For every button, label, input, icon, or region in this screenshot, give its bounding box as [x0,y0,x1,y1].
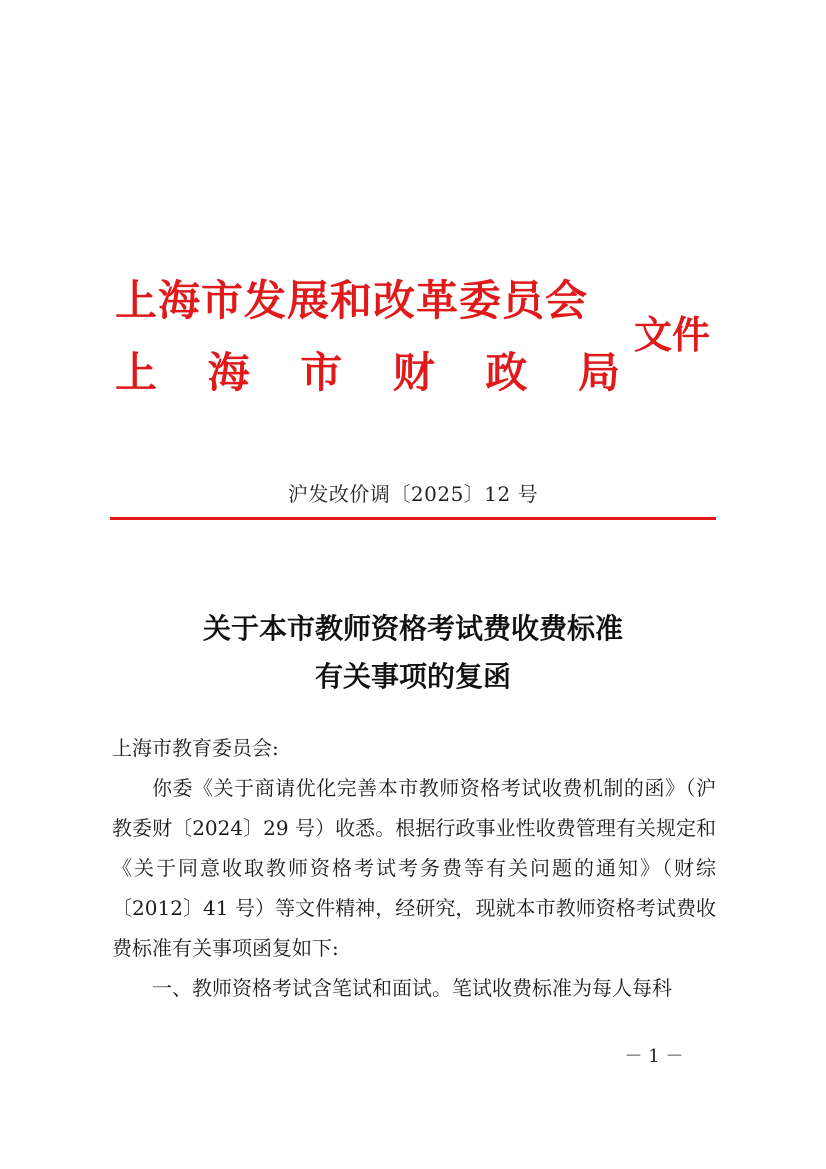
salutation: 上海市教育委员会: [112,736,279,760]
document-type-label: 文件 [634,312,711,357]
red-divider-line [110,517,716,520]
document-body [112,728,716,1008]
org-char: 市 [300,348,343,397]
org-char: 政 [485,348,528,397]
body-paragraph: 你委《关于商请优化完善本市教师资格考试收费机制的函》（沪教委财〔2024〕29 号）收悉。根据行政事业性收费管理有关规定和《关于同意收取教师资格考试考务费等有关问题的通知》（财综〔2012〕41 号）等文件精神，经研究，现就本市教师资格考试费收费标准有关事项函复如下: [112,776,716,960]
body-paragraph: 一、教师资格考试含笔试和面试。笔试收费标准为每人每科 [152,976,672,1000]
document-title [0,605,826,701]
issuing-org-ndrc: 上海市发展和改革委员会 [115,276,589,325]
title-line-2: 有关事项的复函 [314,660,511,693]
org-char: 局 [577,348,620,397]
issuing-org-finance-bureau [115,348,620,398]
org-char: 财 [392,348,435,397]
page-number: － 1 － [624,1046,684,1067]
org-char: 海 [207,348,250,397]
org-char: 上 [115,348,158,397]
title-line-1: 关于本市教师资格考试费收费标准 [202,612,623,645]
document-header [0,0,826,420]
document-number: 沪发改价调〔2025〕12 号 [287,482,539,506]
